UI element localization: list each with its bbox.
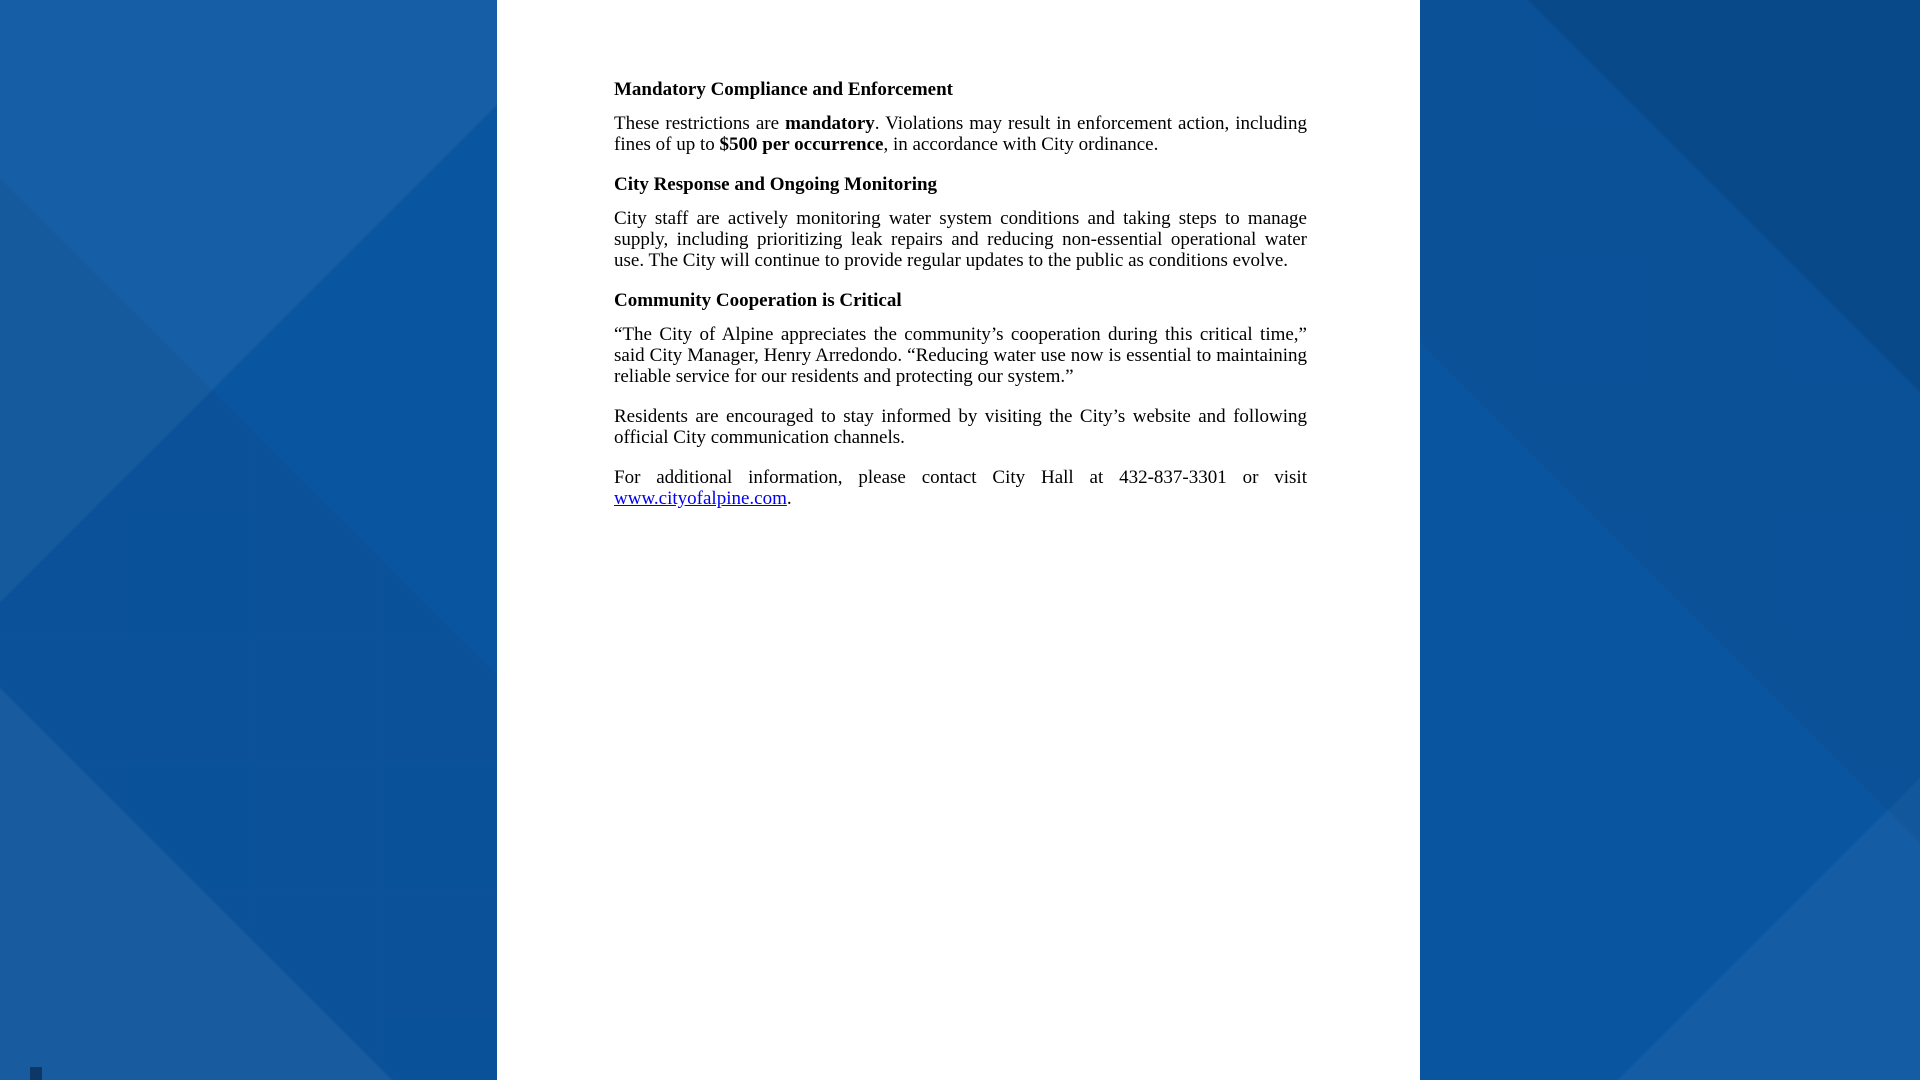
bold-fine-amount: $500 per occurrence bbox=[719, 134, 884, 155]
text-run: . bbox=[786, 488, 792, 509]
heading-mandatory-compliance: Mandatory Compliance and Enforcement bbox=[614, 79, 953, 100]
cityofalpine-link[interactable]: www.cityofalpine.com bbox=[614, 488, 787, 509]
text-run: , in accordance with City ordinance. bbox=[883, 134, 1159, 155]
paragraph-restrictions bbox=[614, 113, 1307, 155]
paragraph-stay-informed: Residents are encouraged to stay informed by visiting the City’s website and following official City communication channels. bbox=[614, 406, 1307, 448]
bold-mandatory: mandatory bbox=[785, 113, 875, 134]
corner-notch bbox=[30, 1067, 42, 1080]
text-run: . Violations may result in enforcement action, including fines of up to bbox=[614, 113, 1307, 155]
paragraph-city-response: City staff are actively monitoring water system conditions and taking steps to manage supply, including prioritizing leak repairs and reducing non-essential operational water use. The City will continue to provide regular updates to the public as conditions evolve. bbox=[614, 208, 1307, 271]
paragraph-manager-quote: “The City of Alpine appreciates the community’s cooperation during this critical time,” said City Manager, Henry Arredondo. “Reducing water use now is essential to maintaining reliable service for our residents and protecting our system.” bbox=[614, 324, 1307, 387]
document-content bbox=[497, 0, 1420, 509]
text-run: These restrictions are bbox=[614, 113, 786, 134]
heading-community-cooperation: Community Cooperation is Critical bbox=[614, 290, 902, 311]
paragraph-contact-info bbox=[614, 467, 1307, 509]
document-page bbox=[497, 0, 1420, 1080]
text-run: For additional information, please contact City Hall at 432-837-3301 or visit bbox=[614, 467, 1307, 488]
heading-city-response: City Response and Ongoing Monitoring bbox=[614, 174, 938, 195]
